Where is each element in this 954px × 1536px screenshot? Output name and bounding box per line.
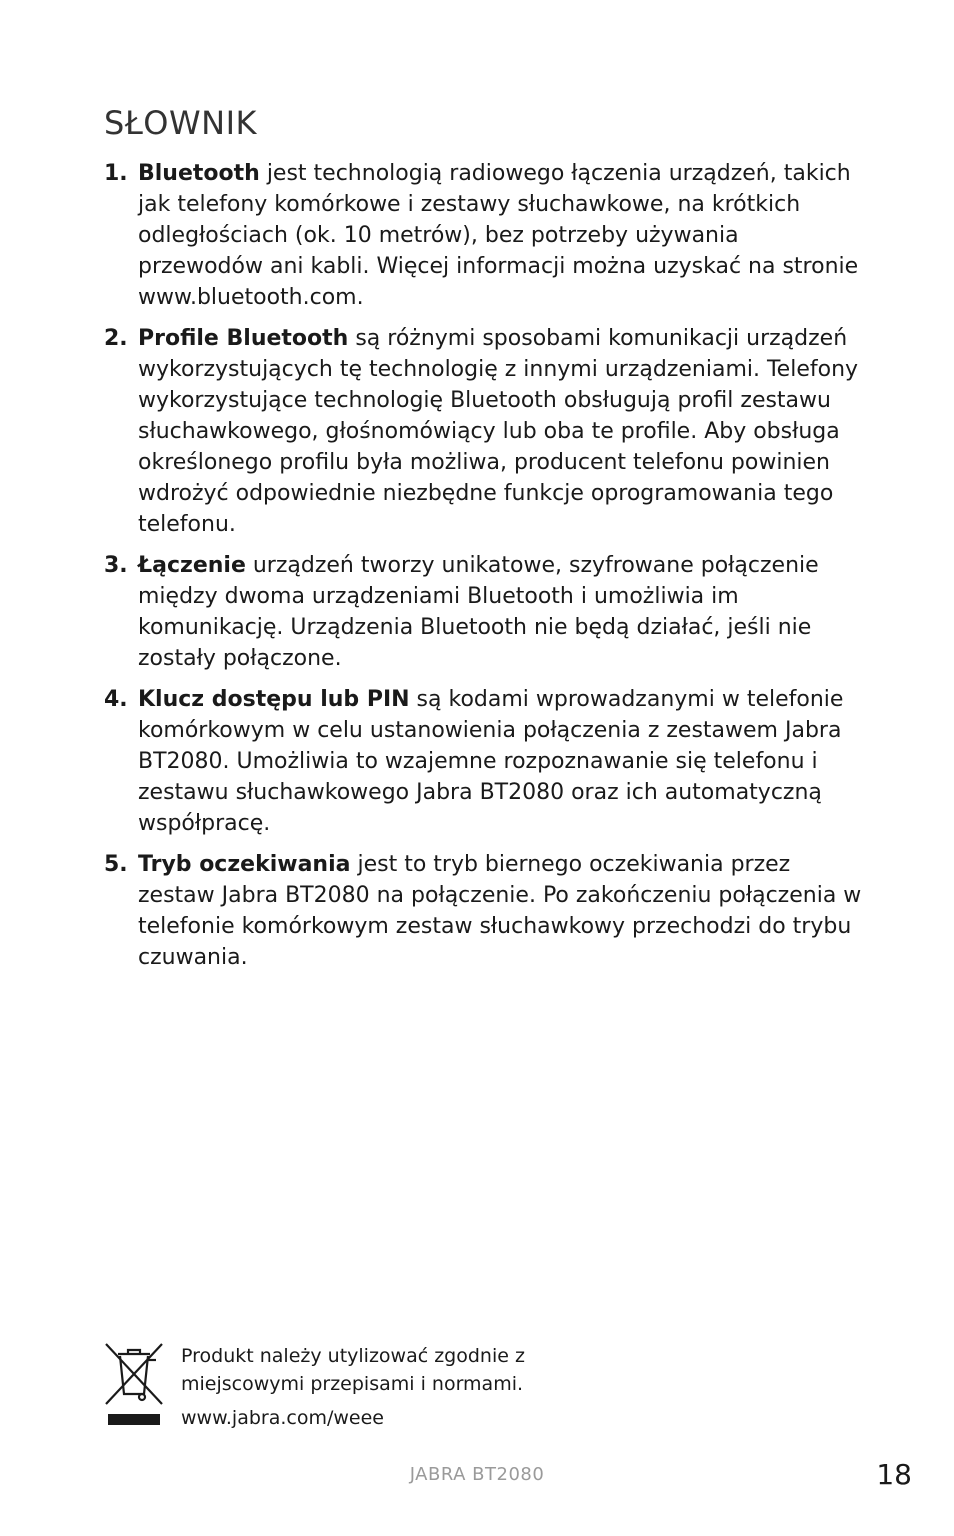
item-text [138,323,864,540]
glossary-term: Profile Bluetooth [138,326,349,351]
glossary-definition: jest to tryb biernego oczekiwania przez zestaw Jabra BT2080 na połączenie. Po zakończeniu połączenia w telefonie komórkowym zestaw słuchawkowy przechodzi do trybu czuwania. [138,852,862,970]
item-text [138,158,864,313]
weee-notice [104,1342,604,1432]
page-number: 18 [876,1458,912,1491]
item-text [138,684,864,839]
weee-text-line: Produkt należy utylizować zgodnie z [181,1345,525,1367]
item-number: 2. [104,326,128,351]
item-number: 3. [104,553,128,578]
glossary-item [104,550,864,674]
glossary-term: Klucz dostępu lub PIN [138,687,410,712]
glossary-definition: urządzeń tworzy unikatowe, szyfrowane połączenie między dwoma urządzeniami Bluetooth i umożliwia im komunikację. Urządzenia Bluetooth nie będą działać, jeśli nie zostały połączone. [138,553,819,671]
page-title: SŁOWNIK [104,104,257,142]
glossary-list [104,158,864,983]
item-text [138,550,864,674]
glossary-definition: są różnymi sposobami komunikacji urządzeń wykorzystujących tę technologię z innymi urządzeniami. Telefony wykorzystujące technologię Bluetooth obsługują profil zestawu słuchawkowego, głośnomówiący lub oba te profile. Aby obsługa określonego profilu była możliwa, producent telefonu powinien wdrożyć odpowiednie niezbędne funkcje oprogramowania tego telefonu. [138,326,859,537]
glossary-definition: są kodami wprowadzanymi w telefonie komórkowym w celu ustanowienia połączenia z zestawem Jabra BT2080. Umożliwia to wzajemne rozpoznawanie się telefonu i zestawu słuchawkowego Jabra BT2080 oraz ich automatyczną współpracę. [138,687,844,836]
footer-model-name: JABRA BT2080 [409,1464,545,1485]
glossary-item [104,158,864,313]
item-number: 5. [104,852,128,877]
glossary-term: Łączenie [138,553,246,578]
weee-url-link[interactable]: www.jabra.com/weee [181,1407,384,1429]
item-text [138,849,864,973]
glossary-definition: jest technologią radiowego łączenia urządzeń, takich jak telefony komórkowe i zestawy słuchawkowe, na krótkich odległościach (ok. 10 metrów), bez potrzeby używania przewodów ani kabli. Więcej informacji można uzyskać na stronie www.bluetooth.com. [138,161,859,310]
weee-text-line: miejscowymi przepisami i normami. [181,1373,524,1395]
glossary-item [104,849,864,973]
glossary-term: Tryb oczekiwania [138,852,351,877]
glossary-item [104,323,864,540]
weee-bar [108,1414,160,1425]
glossary-item [104,684,864,839]
glossary-term: Bluetooth [138,161,260,186]
item-number: 4. [104,687,128,712]
weee-text [181,1342,525,1398]
crossed-out-wheelie-bin-icon [104,1342,164,1406]
item-number: 1. [104,161,128,186]
